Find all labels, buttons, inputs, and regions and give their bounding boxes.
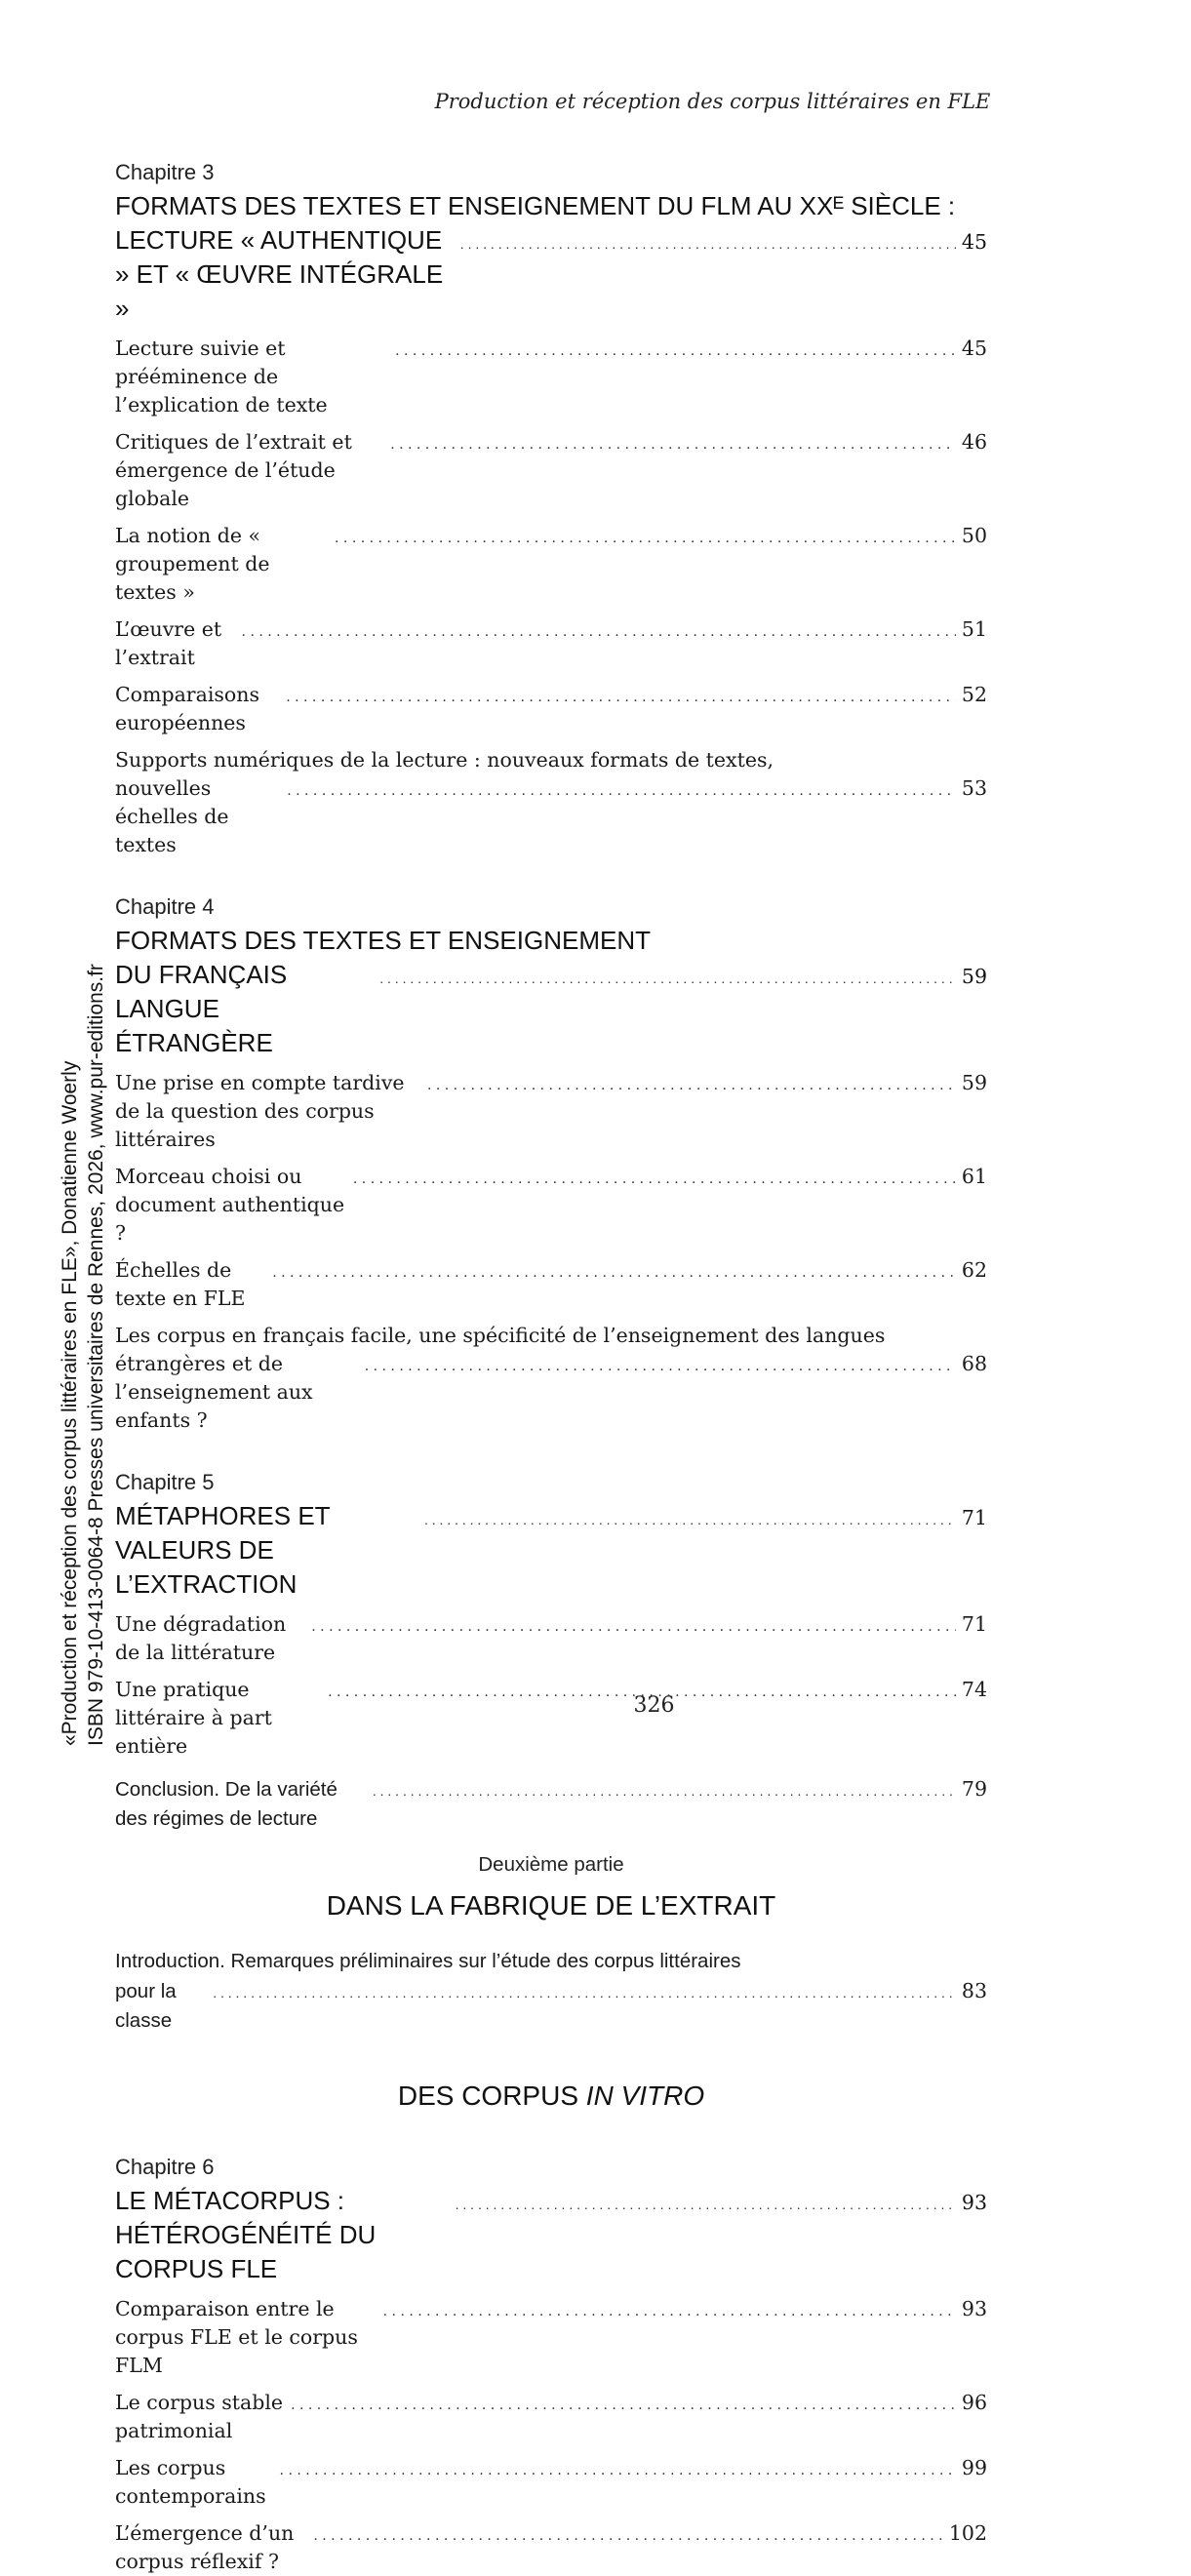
toc-entry: Critiques de l’extrait et émergence de l’étude globale . . . 46 [115, 428, 987, 513]
toc-entry: Supports numériques de la lecture : nouveaux formats de textes, nouvelles échelles de textes . . . 53 [115, 746, 987, 859]
table-of-contents [115, 160, 987, 2576]
chapter-4-block [115, 894, 987, 1435]
toc-entry: Une prise en compte tardive de la question des corpus littéraires . . . 59 [115, 1069, 987, 1154]
toc-entry: Échelles de texte en FLE . . . 62 [115, 1256, 987, 1313]
chapter-label: Chapitre 4 [115, 894, 215, 919]
running-head: Production et réception des corpus littéraires en FLE [434, 90, 991, 113]
toc-entry: La notion de « groupement de textes » . . . 50 [115, 522, 987, 607]
page-folio: 326 [633, 1693, 675, 1718]
chapter-label: Chapitre 3 [115, 160, 215, 184]
toc-entry: Comparaisons européennes . . . 52 [115, 681, 987, 737]
chapter-title-line1: FORMATS DES TEXTES ET ENSEIGNEMENT DU FLM AU XXᴱ SIÈCLE : [115, 191, 956, 220]
chapter-title: LE MÉTACORPUS : HÉTÉROGÉNÉITÉ DU CORPUS FLE . . . 93 [115, 2184, 987, 2286]
toc-entry: Le corpus stable patrimonial . . . 96 [115, 2389, 987, 2445]
chapter-6-block [115, 2155, 987, 2576]
toc-entry: Une pratique littéraire à part entière . . . 74 [115, 1676, 987, 1761]
chapter-title: DU FRANÇAIS LANGUE ÉTRANGÈRE . . . 59 [115, 958, 987, 1060]
toc-entry: Lecture suivie et prééminence de l’explication de texte . . . 45 [115, 335, 987, 419]
part-title: DANS LA FABRIQUE DE L’EXTRAIT [326, 1890, 776, 1921]
toc-entry: Une dégradation de la littérature . . . 71 [115, 1610, 987, 1667]
chapter-3-block [115, 160, 987, 859]
toc-entry: Comparaison entre le corpus FLE et le corpus FLM . . . 93 [115, 2295, 987, 2380]
chapter-title-line1: FORMATS DES TEXTES ET ENSEIGNEMENT [115, 926, 651, 955]
page-number: 45 [961, 230, 987, 254]
toc-entry: Les corpus contemporains . . . 99 [115, 2454, 987, 2511]
part-label: Deuxième partie [478, 1853, 624, 1876]
chapter-label: Chapitre 6 [115, 2155, 215, 2179]
introduction-entry: Introduction. Remarques préliminaires sur l’étude des corpus littéraires pour la classe . . . 83 [115, 1947, 987, 2036]
side-copyright-note: «Production et réception des corpus littéraires en FLE», Donatienne Woerly ISBN 979-10-413-0064-8 Presses universitaires de Rennes, 2026, www.pur-editions.fr [59, 964, 107, 1746]
chapter-label: Chapitre 5 [115, 1470, 215, 1494]
chapter-title: MÉTAPHORES ET VALEURS DE L’EXTRACTION . . . 71 [115, 1499, 987, 1602]
toc-entry: Morceau choisi ou document authentique ? . . . 61 [115, 1163, 987, 1248]
conclusion-entry: Conclusion. De la variété des régimes de lecture . . . 79 [115, 1774, 987, 1834]
dot-leader [460, 223, 956, 261]
toc-entry: L’œuvre et l’extrait . . . 51 [115, 615, 987, 672]
toc-entry: L’émergence d’un corpus réflexif ? . . . 102 [115, 2519, 987, 2576]
chapter-title: LECTURE « AUTHENTIQUE » ET « ŒUVRE INTÉGRALE » . . . 45 [115, 223, 987, 326]
toc-entry: Les corpus en français facile, une spécificité de l’enseignement des langues étrangères et de l’enseignement aux enfants ? . . . 68 [115, 1322, 987, 1435]
section-title: DES CORPUS IN VITRO [397, 2081, 705, 2111]
